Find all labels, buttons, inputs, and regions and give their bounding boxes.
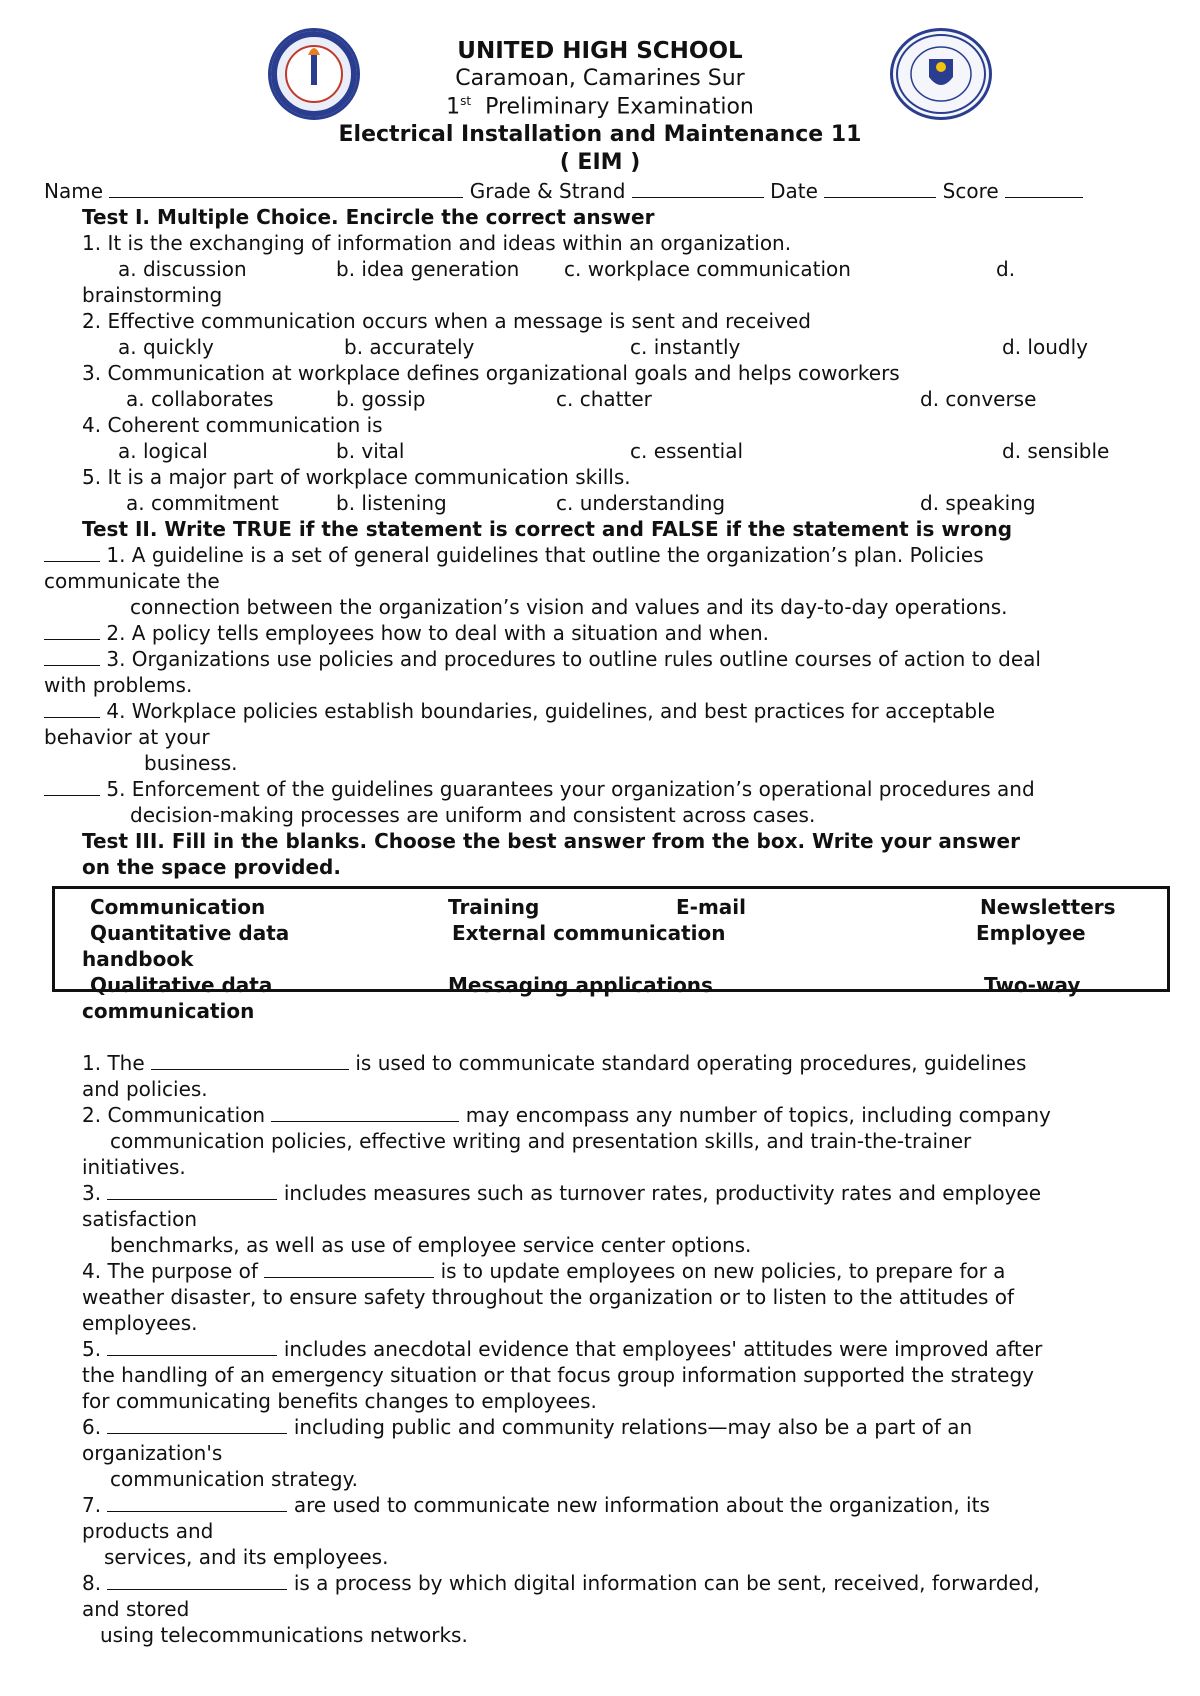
test3-item-3-cont: satisfaction [82,1207,198,1231]
test3-item-8-text: is a process by which digital information can be sent, received, forwarded, [293,1571,1040,1595]
test3-title-cont: on the space provided. [82,855,341,879]
test1-q2-option-a[interactable]: a. quickly [118,335,214,359]
test1-q3-option-c[interactable]: c. chatter [556,387,652,411]
test3-item-4 [82,1258,1005,1284]
test1-q5-option-a[interactable]: a. commitment [126,491,279,515]
answer-blank[interactable] [107,1415,287,1434]
answer-blank[interactable] [44,777,100,796]
date-field[interactable] [824,179,936,198]
word-bank-item: Newsletters [980,895,1116,919]
exam-name: Preliminary Examination [485,94,754,120]
test1-q1-option-d-text[interactable]: brainstorming [82,283,223,307]
test3-item-7-cont: products and [82,1519,214,1543]
exam-ordinal: 1 [446,94,461,120]
name-label: Name [44,179,104,203]
answer-blank[interactable] [107,1493,287,1512]
test3-item-6-lead: 6. [82,1415,102,1439]
test3-item-6 [82,1414,972,1440]
answer-blank[interactable] [264,1259,434,1278]
test2-item-3-text: 3. Organizations use policies and procedures to outline rules outline courses of action to deal [106,647,1041,671]
word-bank-item: External communication [452,921,726,945]
word-bank-item: Two-way [984,973,1081,997]
exam-ordinal-suffix: st [460,94,472,108]
word-bank-item: Messaging applications [448,973,713,997]
student-info-row [44,178,1083,204]
test1-q2-option-d[interactable]: d. loudly [1002,335,1088,359]
test3-title: Test III. Fill in the blanks. Choose the best answer from the box. Write your answer [82,829,1020,853]
test3-item-1-cont: and policies. [82,1077,208,1101]
test2-item-4-cont: behavior at your [44,725,210,749]
test1-q3-option-b[interactable]: b. gossip [336,387,426,411]
answer-blank[interactable] [271,1103,459,1122]
answer-blank[interactable] [107,1571,287,1590]
test2-item-3-cont: with problems. [44,673,193,697]
test2-item-2-text: 2. A policy tells employees how to deal with a situation and when. [106,621,770,645]
test2-item-4 [44,698,995,724]
test1-q1-option-c[interactable]: c. workplace communication [564,257,851,281]
test3-item-4-text: is to update employees on new policies, to prepare for a [440,1259,1006,1283]
answer-blank[interactable] [44,647,100,666]
test3-item-3-text: includes measures such as turnover rates, productivity rates and employee [283,1181,1042,1205]
test2-item-5 [44,776,1035,802]
word-bank-item: Training [448,895,540,919]
word-bank-item: E-mail [676,895,747,919]
test3-item-7 [82,1492,990,1518]
test1-question-5: 5. It is a major part of workplace communication skills. [82,465,631,489]
test2-item-5-cont: decision-making processes are uniform and consistent across cases. [130,803,816,827]
test1-q5-option-b[interactable]: b. listening [336,491,447,515]
test3-item-1 [82,1050,1026,1076]
test3-item-7-cont2: services, and its employees. [104,1545,389,1569]
subject-code: ( EIM ) [559,150,641,175]
test3-item-2-cont: communication policies, effective writing and presentation skills, and train-the-trainer [110,1129,972,1153]
test3-item-2 [82,1102,1051,1128]
test3-item-2-lead: 2. Communication [82,1103,266,1127]
test2-item-2 [44,620,769,646]
answer-blank[interactable] [44,699,100,718]
test3-item-3-cont2: benchmarks, as well as use of employee service center options. [110,1233,752,1257]
test3-item-7-lead: 7. [82,1493,102,1517]
test3-item-6-cont2: communication strategy. [110,1467,358,1491]
word-bank-item: handbook [82,947,194,971]
test1-q2-option-c[interactable]: c. instantly [630,335,741,359]
test3-item-8-cont2: using telecommunications networks. [100,1623,468,1647]
test2-item-1 [44,542,984,568]
test2-item-4-text: 4. Workplace policies establish boundaries, guidelines, and best practices for acceptable [106,699,995,723]
test3-item-5 [82,1336,1042,1362]
test1-question-1: 1. It is the exchanging of information and ideas within an organization. [82,231,792,255]
test1-q3-option-a[interactable]: a. collaborates [126,387,274,411]
grade-label: Grade & Strand [469,179,626,203]
test1-q1-option-a[interactable]: a. discussion [118,257,247,281]
test3-item-5-lead: 5. [82,1337,102,1361]
test2-item-5-text: 5. Enforcement of the guidelines guarantees your organization’s operational procedures and [106,777,1035,801]
test3-item-8-lead: 8. [82,1571,102,1595]
score-label: Score [942,179,999,203]
test1-q5-option-d[interactable]: d. speaking [920,491,1036,515]
test2-item-4-cont2: business. [144,751,238,775]
date-label: Date [770,179,818,203]
school-name: UNITED HIGH SCHOOL [457,38,743,64]
test3-item-1-text: is used to communicate standard operating procedures, guidelines [355,1051,1027,1075]
word-bank-item: Communication [90,895,266,919]
test1-q5-option-c[interactable]: c. understanding [556,491,726,515]
test2-item-1-text: 1. A guideline is a set of general guidelines that outline the organization’s plan. Policies [106,543,984,567]
word-bank-item: Employee [976,921,1086,945]
name-field[interactable] [109,179,463,198]
test1-q2-option-b[interactable]: b. accurately [344,335,475,359]
test1-q1-option-d[interactable]: d. [996,257,1016,281]
test1-q4-option-b[interactable]: b. vital [336,439,405,463]
score-field[interactable] [1005,179,1083,198]
subject-title: Electrical Installation and Maintenance 11 [338,122,862,147]
answer-blank[interactable] [44,621,100,640]
test3-item-6-text: including public and community relations—may also be a part of an [293,1415,973,1439]
test3-item-4-cont: weather disaster, to ensure safety throughout the organization or to listen to the attitudes of [82,1285,1015,1309]
test3-item-6-cont: organization's [82,1441,223,1465]
test3-item-5-cont2: for communicating benefits changes to employees. [82,1389,597,1413]
test1-question-3: 3. Communication at workplace defines organizational goals and helps coworkers [82,361,900,385]
test1-q4-option-a[interactable]: a. logical [118,439,208,463]
test3-item-2-text: may encompass any number of topics, including company [465,1103,1051,1127]
test1-q4-option-d[interactable]: d. sensible [1002,439,1110,463]
school-location: Caramoan, Camarines Sur [455,66,745,91]
test3-item-7-text: are used to communicate new information about the organization, its [293,1493,990,1517]
word-bank-item: Quantitative data [90,921,290,945]
test1-question-2: 2. Effective communication occurs when a message is sent and received [82,309,811,333]
word-bank-item: communication [82,999,255,1023]
grade-field[interactable] [632,179,764,198]
test3-item-2-cont2: initiatives. [82,1155,186,1179]
answer-blank[interactable] [107,1337,277,1356]
answer-blank[interactable] [151,1051,349,1070]
test2-item-1-cont: communicate the [44,569,220,593]
test3-item-5-cont: the handling of an emergency situation or that focus group information supported the strategy [82,1363,1034,1387]
exam-title [0,94,1200,119]
test3-item-4-cont2: employees. [82,1311,198,1335]
test3-item-3-lead: 3. [82,1181,102,1205]
answer-blank[interactable] [107,1181,277,1200]
word-bank-item: Qualitative data [90,973,273,997]
test2-item-1-cont2: connection between the organization’s vision and values and its day-to-day operations. [130,595,1008,619]
test1-title: Test I. Multiple Choice. Encircle the correct answer [82,205,655,229]
test3-item-8 [82,1570,1040,1596]
test2-title: Test II. Write TRUE if the statement is correct and FALSE if the statement is wrong [82,517,1013,541]
test1-q4-option-c[interactable]: c. essential [630,439,744,463]
test3-item-3 [82,1180,1041,1206]
test1-q3-option-d[interactable]: d. converse [920,387,1037,411]
test3-item-1-lead: 1. The [82,1051,145,1075]
answer-blank[interactable] [44,543,100,562]
test1-question-4: 4. Coherent communication is [82,413,383,437]
test3-item-8-cont: and stored [82,1597,190,1621]
test2-item-3 [44,646,1041,672]
test1-q1-option-b[interactable]: b. idea generation [336,257,520,281]
test3-item-5-text: includes anecdotal evidence that employees' attitudes were improved after [283,1337,1043,1361]
test3-item-4-lead: 4. The purpose of [82,1259,258,1283]
